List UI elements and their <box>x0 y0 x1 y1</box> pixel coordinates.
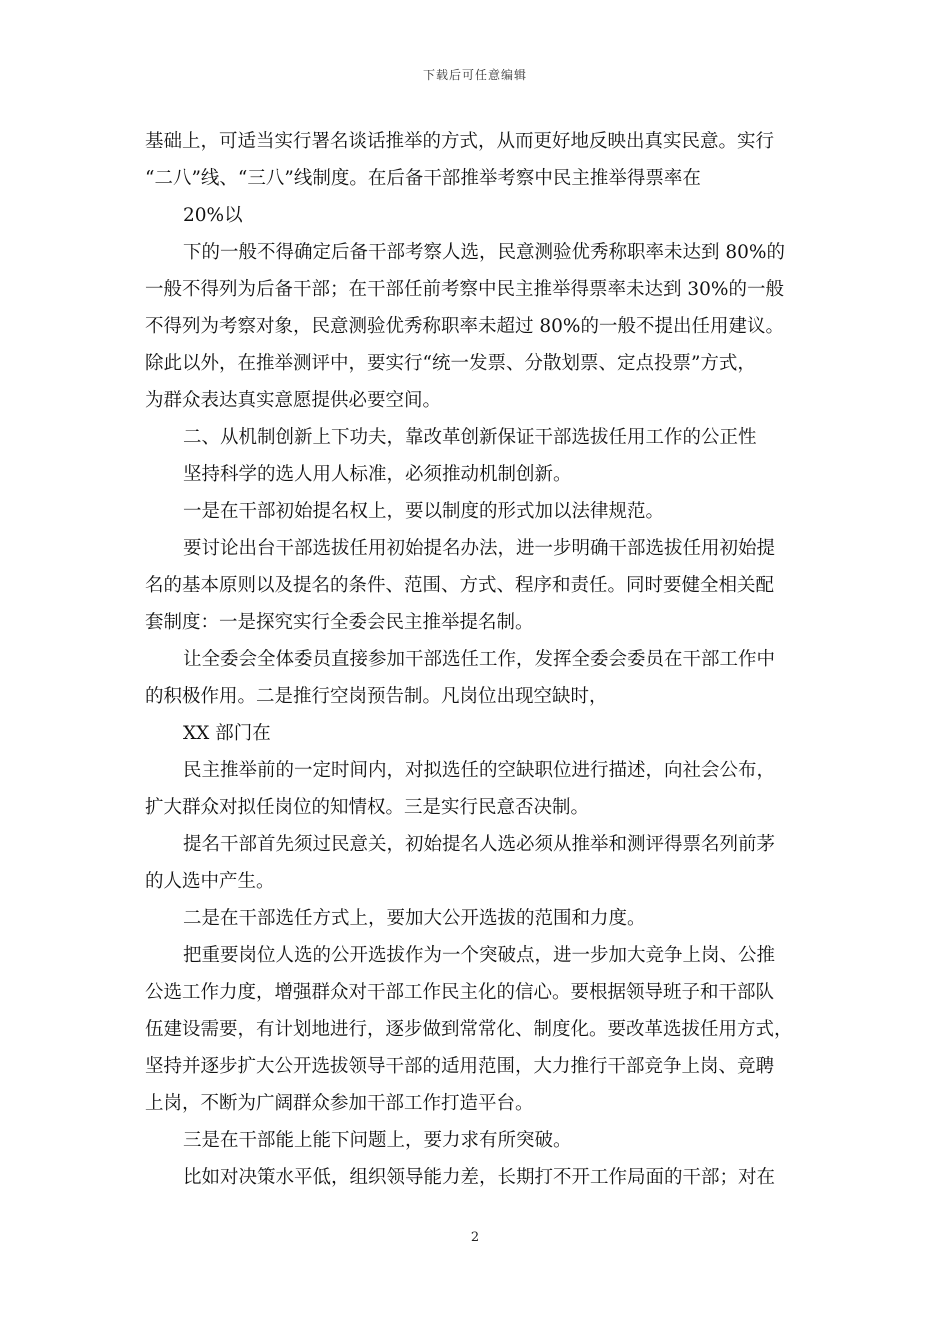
text-line: “二八”线、“三八”线制度。在后备干部推举考察中民主推举得票率在 <box>145 168 701 189</box>
text-line: 除此以外，在推举测评中，要实行“统一发票、分散划票、定点投票”方式， <box>145 353 756 374</box>
text-line: 的积极作用。二是推行空岗预告制。凡岗位出现空缺时， <box>145 686 608 707</box>
text-line: 比如对决策水平低，组织领导能力差，长期打不开工作局面的干部；对在 <box>183 1167 776 1188</box>
text-line: 基础上，可适当实行署名谈话推举的方式，从而更好地反映出真实民意。实行 <box>145 131 775 152</box>
text-line: 提名干部首先须过民意关，初始提名人选必须从推举和测评得票名列前茅 <box>183 834 776 855</box>
text-line: 上岗，不断为广阔群众参加干部工作打造平台。 <box>145 1093 534 1114</box>
text-line: 下的一般不得确定后备干部考察人选，民意测验优秀称职率未达到 80%的 <box>183 242 786 263</box>
text-line: 伍建设需要，有计划地进行，逐步做到常常化、制度化。要改革选拔任用方式， <box>145 1019 793 1040</box>
text-line: 民主推举前的一定时间内，对拟选任的空缺职位进行描述，向社会公布， <box>183 760 776 781</box>
text-line: 扩大群众对拟任岗位的知情权。三是实行民意否决制。 <box>145 797 590 818</box>
document-body <box>145 123 810 1196</box>
text-line: XX 部门在 <box>183 723 271 744</box>
text-line: 为群众表达真实意愿提供必要空间。 <box>145 390 442 411</box>
text-line: 套制度：一是探究实行全委会民主推举提名制。 <box>145 612 534 633</box>
text-line: 二是在干部选任方式上，要加大公开选拔的范围和力度。 <box>183 908 646 929</box>
text-line: 三是在干部能上能下问题上，要力求有所突破。 <box>183 1130 572 1151</box>
page-header-note: 下载后可任意编辑 <box>422 68 527 82</box>
text-line: 一般不得列为后备干部；在干部任前考察中民主推举得票率未达到 30%的一般 <box>145 279 785 300</box>
text-line: 20%以 <box>183 205 243 226</box>
text-line: 要讨论出台干部选拔任用初始提名办法，进一步明确干部选拔任用初始提 <box>183 538 776 559</box>
text-line: 让全委会全体委员直接参加干部选任工作，发挥全委会委员在干部工作中 <box>183 649 776 670</box>
text-line: 二、从机制创新上下功夫，靠改革创新保证干部选拔任用工作的公正性 <box>183 427 757 448</box>
text-line: 坚持并逐步扩大公开选拔领导干部的适用范围，大力推行干部竞争上岗、竞聘 <box>145 1056 775 1077</box>
text-line: 公选工作力度，增强群众对干部工作民主化的信心。要根据领导班子和干部队 <box>145 982 775 1003</box>
text-line: 坚持科学的选人用人标准，必须推动机制创新。 <box>183 464 572 485</box>
text-line: 的人选中产生。 <box>145 871 275 892</box>
text-line: 把重要岗位人选的公开选拔作为一个突破点，进一步加大竞争上岗、公推 <box>183 945 776 966</box>
text-line: 名的基本原则以及提名的条件、范围、方式、程序和责任。同时要健全相关配 <box>145 575 775 596</box>
text-line: 一是在干部初始提名权上，要以制度的形式加以法律规范。 <box>183 501 665 522</box>
page-number: 2 <box>470 1230 480 1245</box>
text-line: 不得列为考察对象，民意测验优秀称职率未超过 80%的一般不提出任用建议。 <box>145 316 785 337</box>
